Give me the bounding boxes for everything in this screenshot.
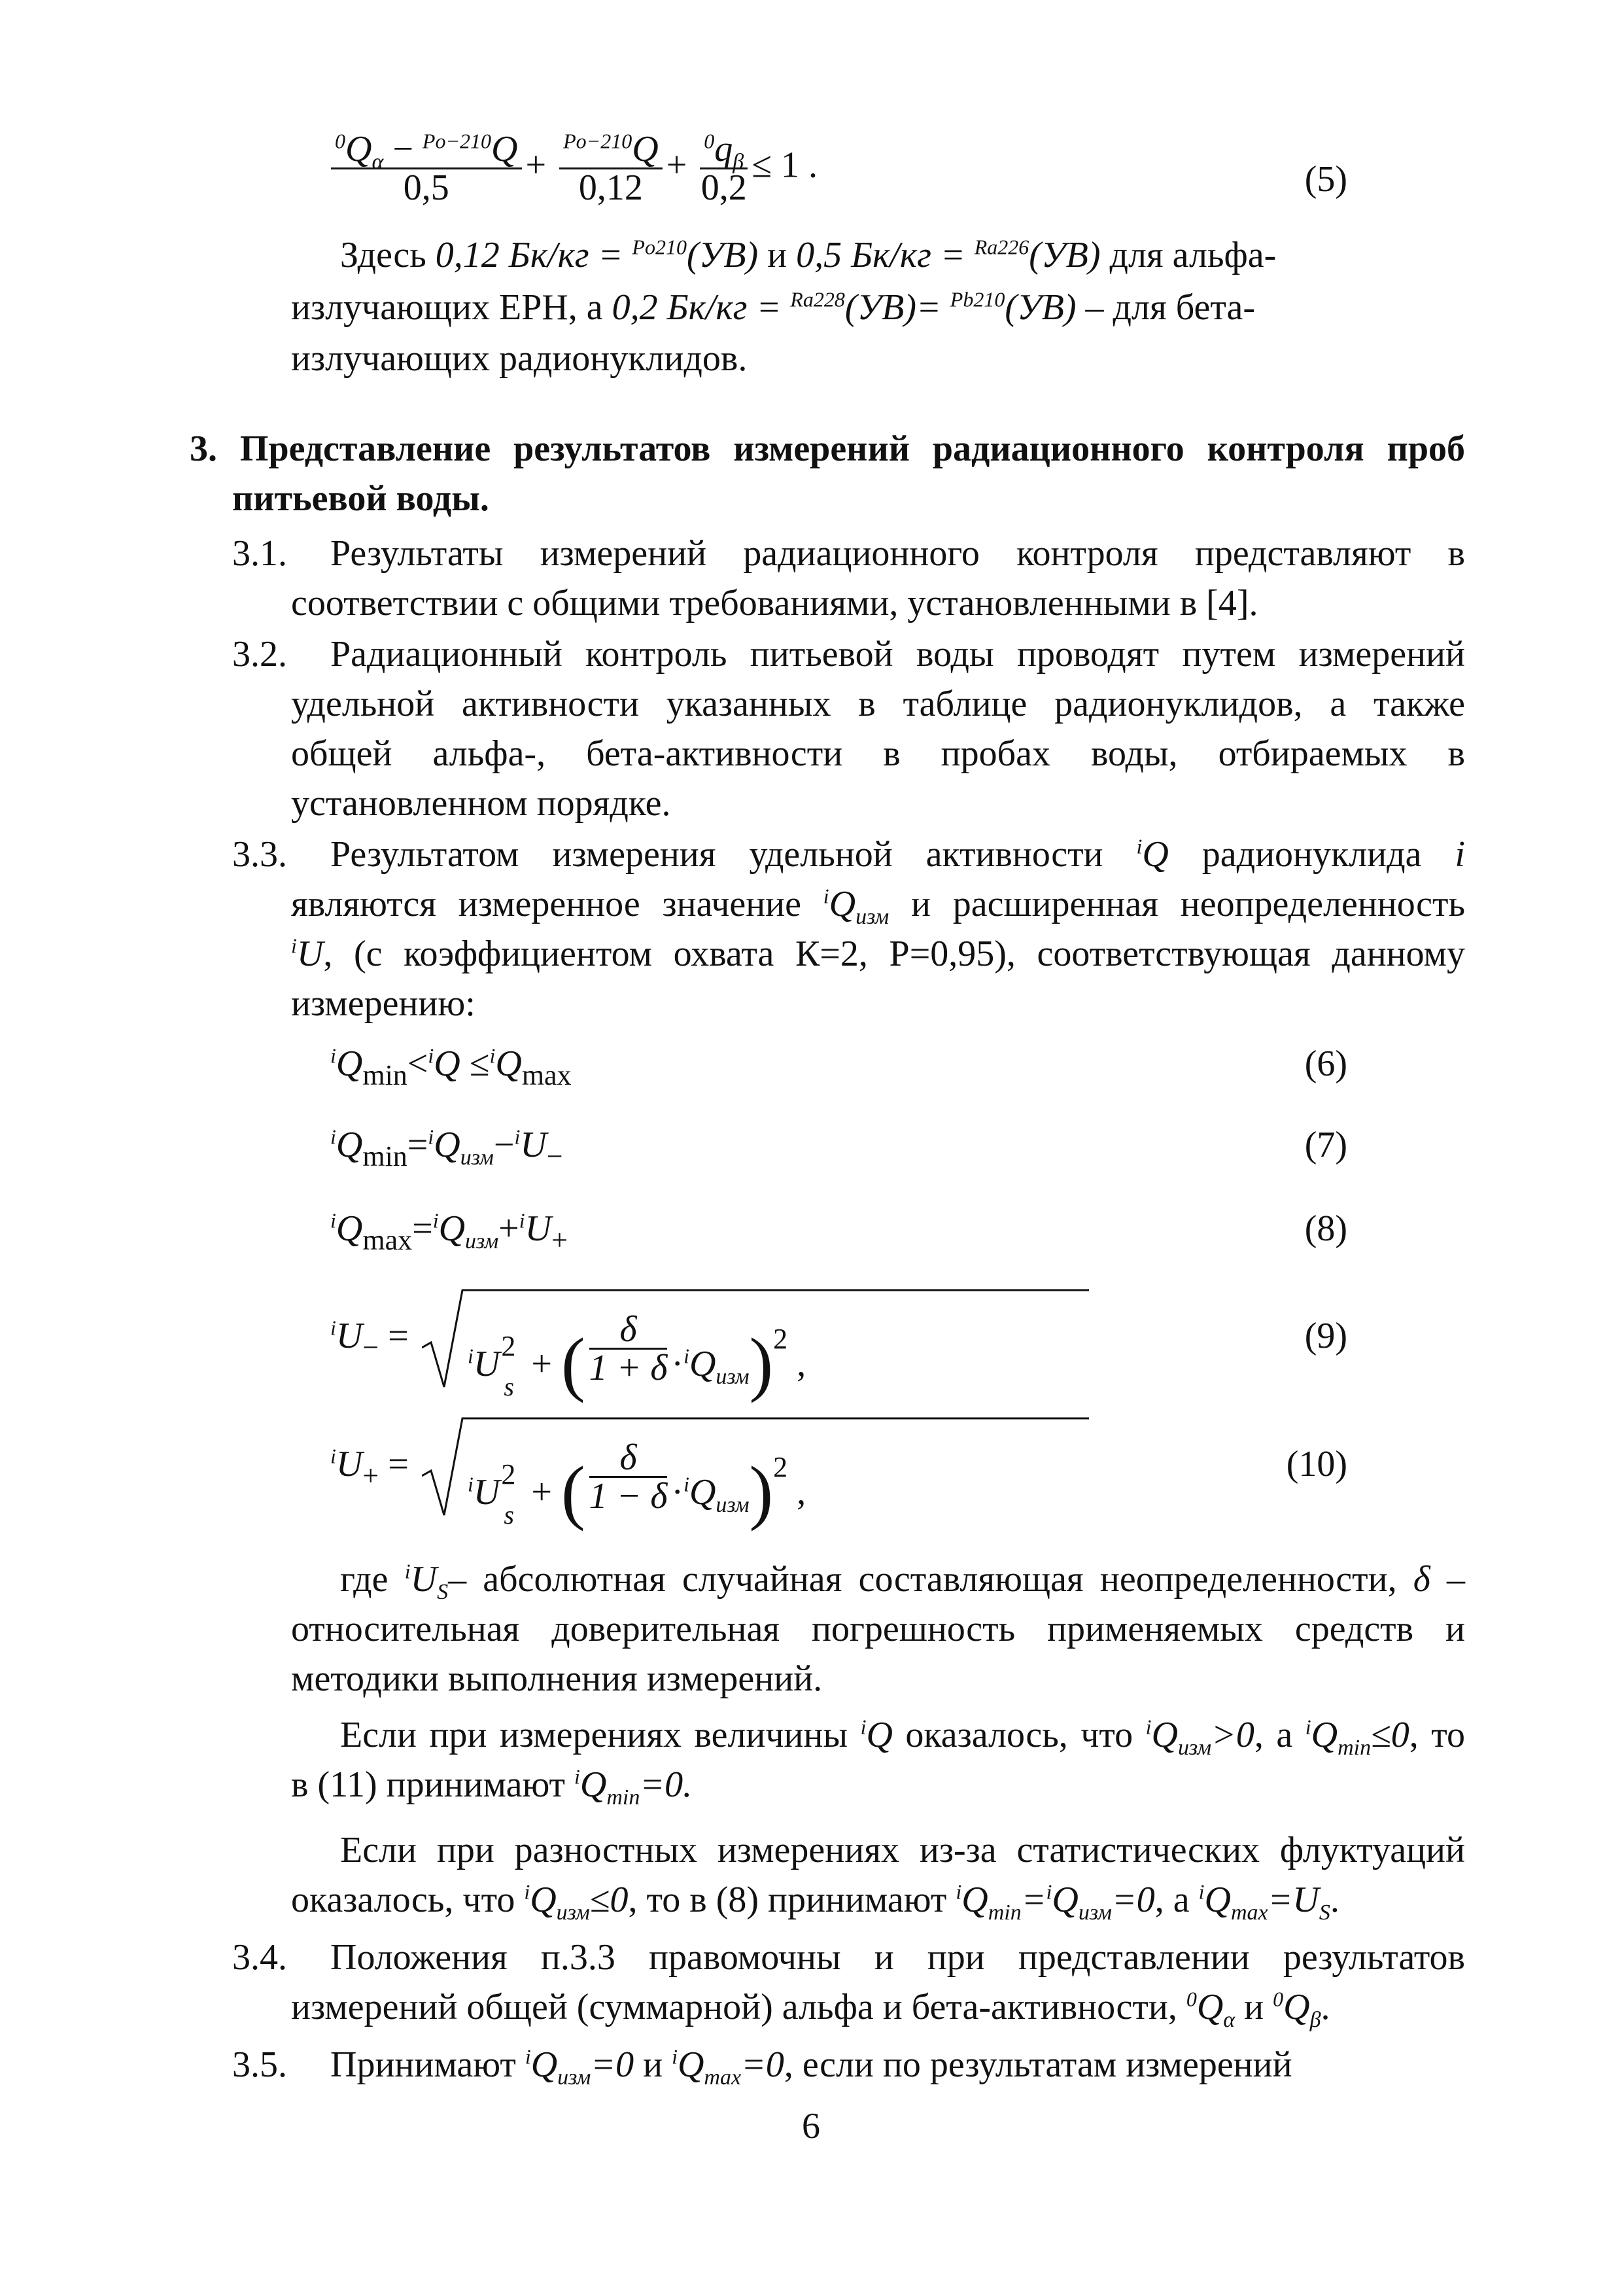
sup-i: i (525, 2044, 531, 2069)
item-3-2-line3: общей альфа-, бета-активности в пробах воды, отбираемых в (291, 733, 1465, 774)
section-heading: 3. Представление результатов измерений радиационного контроля проб (190, 429, 1465, 469)
text: для альфа- (1100, 235, 1277, 275)
sup-i: i (428, 1043, 434, 1068)
gt-zero: >0 (1211, 1715, 1254, 1755)
f1-q2: Q (491, 129, 518, 169)
sup-0: 0 (1273, 1987, 1284, 2011)
sup-i: i (514, 1125, 521, 1149)
sup-i: i (1145, 1715, 1152, 1739)
item-number-3-4: 3.4. (232, 1937, 287, 1978)
text: Если при измерениях величины (340, 1715, 861, 1755)
sub-s: s (504, 1500, 514, 1530)
sup-i: i (683, 1472, 689, 1496)
one-plus-delta: 1 + δ (589, 1348, 668, 1388)
eq-u: =U (1268, 1880, 1319, 1920)
q: Q (434, 1043, 460, 1084)
sup-i: i (1136, 834, 1143, 858)
one-minus-delta: 1 − δ (589, 1476, 668, 1516)
text: оказалось, что (892, 1715, 1146, 1755)
text: 0,2 Бк/кг = (612, 287, 791, 328)
u: U (473, 1472, 500, 1513)
lt: < (407, 1043, 428, 1084)
paren-open: ( (561, 1452, 585, 1532)
q: Q (434, 1125, 460, 1165)
fraction-2 (559, 131, 663, 206)
plus-1: + (525, 145, 547, 186)
equation-number-5: (5) (1304, 159, 1347, 200)
text: и (758, 235, 797, 275)
text: , а (1154, 1880, 1199, 1920)
paragraph-if2-line2 (291, 1875, 1465, 1925)
text: , то в (8) принимают (628, 1880, 956, 1920)
u: U (520, 1125, 547, 1165)
sup-i: i (404, 1559, 411, 1583)
q: Q (1196, 1987, 1224, 2027)
text: являются измеренное значение (291, 884, 823, 924)
paren-close: ) (749, 1452, 774, 1532)
paragraph-here-line2 (291, 283, 1347, 332)
sup-ra226: Ra226 (974, 235, 1029, 259)
plus-2: + (666, 145, 687, 186)
text: и расширенная неопределенность (889, 884, 1465, 924)
q: Q (961, 1880, 988, 1920)
section-heading-cont: питьевой воды. (232, 478, 489, 519)
sup-i: i (291, 934, 297, 958)
q: Q (689, 1472, 716, 1513)
sup-i: i (468, 1472, 474, 1496)
text: – (1430, 1559, 1466, 1600)
eq: = (379, 1316, 409, 1356)
sub-izm: изм (855, 905, 890, 930)
pow-2: 2 (773, 1451, 788, 1483)
pow-2: 2 (773, 1323, 788, 1355)
text: – абсолютная случайная составляющая неопределенности, (448, 1559, 1413, 1600)
sup-i: i (823, 884, 829, 908)
eq-zero: =0 (1111, 1880, 1155, 1920)
sub-izm: изм (716, 1493, 750, 1518)
leq-zero: ≤0 (589, 1880, 629, 1920)
item-3-4-line1: Положения п.3.3 правомочны и при представлении результатов (330, 1937, 1465, 1978)
u: U (296, 934, 324, 974)
item-number-3-5: 3.5. (232, 2044, 287, 2085)
text: , (с коэффициентом охвата К=2, Р=0,95), соответствующая данному (323, 934, 1465, 974)
q: Q (829, 884, 856, 924)
sup-i: i (330, 1125, 336, 1149)
item-3-1-line1: Результаты измерений радиационного контроля представляют в (330, 533, 1465, 574)
sub-minus: − (546, 1140, 563, 1172)
paren-close: ) (749, 1323, 774, 1403)
eq: = (412, 1208, 433, 1249)
sub-min: min (362, 1059, 407, 1091)
text: (УВ) (686, 235, 759, 275)
sup-i: i (330, 1043, 336, 1068)
item-3-3-line4: измерению: (291, 983, 475, 1024)
equation-number-10: (10) (1286, 1444, 1347, 1484)
eq-zero: =0 (741, 2044, 784, 2085)
item-number-3-3: 3.3. (232, 834, 287, 875)
sup-po210: Po210 (632, 235, 687, 259)
eq: = (379, 1444, 409, 1484)
u: U (410, 1559, 438, 1600)
paren-open: ( (561, 1323, 585, 1403)
text: (УВ) (1005, 287, 1077, 328)
f3-q: q (714, 129, 733, 169)
q: Q (530, 2044, 558, 2085)
q: Q (1142, 834, 1169, 875)
text: оказалось, что (291, 1880, 525, 1920)
f1-sup-po: Po−210 (422, 129, 492, 153)
eq-zero: =0. (640, 1764, 693, 1805)
text: (УВ) (1029, 235, 1101, 275)
paragraph-if1-line2 (291, 1760, 1465, 1810)
sup-i: i (1305, 1715, 1311, 1739)
leq-one: ≤ 1 . (752, 145, 818, 186)
dot: · (671, 1344, 684, 1384)
eq: = (1021, 1880, 1046, 1920)
paragraph-here-line3: излучающих радионуклидов. (291, 338, 748, 379)
sub-minus: − (362, 1331, 379, 1363)
sup-i: i (489, 1043, 496, 1068)
sub-izm: изм (460, 1146, 494, 1170)
sub-min: min (988, 1901, 1022, 1925)
sub-s: s (504, 1372, 514, 1401)
sup-i: i (524, 1880, 530, 1904)
sub-beta: β (1309, 2008, 1321, 2033)
i: i (1455, 834, 1465, 875)
delta: δ (589, 1439, 668, 1478)
paragraph-where-line1 (340, 1554, 1465, 1604)
text: в (11) принимают (291, 1764, 575, 1805)
f3-sup-0: 0 (704, 129, 715, 153)
item-3-3-line1 (330, 830, 1465, 879)
sup-i: i (672, 2044, 678, 2069)
plus: + (522, 1472, 561, 1513)
paragraph-if2-line1: Если при разностных измерениях из-за статистических флуктуаций (340, 1830, 1465, 1870)
sub-izm: изм (465, 1229, 499, 1254)
f2-sup-po: Po−210 (563, 129, 632, 153)
sub-min: min (1338, 1736, 1372, 1761)
sup-i: i (519, 1208, 525, 1233)
minus: − (493, 1125, 515, 1165)
period: . (1321, 1987, 1330, 2027)
sub-min: min (606, 1785, 640, 1810)
pow-2: 2 (501, 1458, 516, 1490)
paragraph-where-line2: относительная доверительная погрешность применяемых средств и (291, 1609, 1465, 1649)
u: U (525, 1208, 552, 1249)
sub-izm: изм (556, 1901, 590, 1925)
sub-max: max (1230, 1901, 1268, 1925)
q: Q (1311, 1715, 1338, 1755)
item-number-3-1: 3.1. (232, 533, 287, 574)
sup-0: 0 (1186, 1987, 1197, 2011)
q: Q (495, 1043, 522, 1084)
item-3-4-line2 (291, 1982, 1465, 2032)
text: 0,5 Бк/кг = (796, 235, 975, 275)
sub-max: max (521, 1059, 572, 1091)
text: 0,12 Бк/кг = (435, 235, 632, 275)
sub-max: max (704, 2065, 742, 2090)
item-3-5-line1 (330, 2040, 1465, 2090)
q: Q (689, 1344, 716, 1384)
sup-i: i (683, 1344, 689, 1368)
equation-number-9: (9) (1304, 1316, 1347, 1356)
equation-number-6: (6) (1304, 1043, 1347, 1084)
q: Q (866, 1715, 893, 1755)
sub-s: S (437, 1580, 449, 1605)
delta-fraction (589, 1439, 668, 1515)
q: Q (1204, 1880, 1231, 1920)
text: измерений общей (суммарной) альфа и бета-активности, (291, 1987, 1186, 2027)
f1-q: Q (345, 129, 372, 169)
sub-izm: изм (716, 1365, 750, 1390)
plus: + (522, 1344, 561, 1384)
q: Q (1283, 1987, 1310, 2027)
pow-2: 2 (501, 1330, 516, 1362)
text: и (634, 2044, 672, 2085)
q: Q (1052, 1880, 1079, 1920)
u: U (336, 1444, 363, 1484)
sup-i: i (428, 1125, 434, 1149)
sub-plus: + (362, 1460, 379, 1492)
sub-plus: + (551, 1224, 568, 1256)
text: – для бета- (1076, 287, 1255, 328)
sup-ra228: Ra228 (790, 287, 845, 311)
plus: + (498, 1208, 519, 1249)
comma: , (787, 1472, 806, 1513)
text: радионуклида (1168, 834, 1455, 875)
dot: · (671, 1472, 684, 1513)
comma: , (787, 1344, 806, 1384)
sub-izm: изм (1078, 1901, 1112, 1925)
delta: δ (589, 1311, 668, 1350)
text: Здесь (340, 235, 436, 275)
leq: ≤ (460, 1043, 490, 1084)
equation-10 (330, 1410, 1347, 1532)
text: , если по результатам измерений (784, 2044, 1292, 2085)
formula-5 (327, 131, 1347, 229)
paragraph-here-line1 (340, 230, 1347, 280)
u: U (336, 1316, 363, 1356)
sup-i: i (330, 1316, 336, 1340)
f2-denominator: 0,12 (578, 167, 643, 208)
equation-8 (330, 1204, 1347, 1256)
q: Q (336, 1208, 363, 1249)
item-3-3-line3 (291, 929, 1465, 979)
q: Q (530, 1880, 557, 1920)
sub-alpha: α (1223, 2008, 1235, 2033)
leq-zero: ≤0 (1371, 1715, 1409, 1755)
eq-zero: =0 (591, 2044, 634, 2085)
paragraph-if1-line1 (340, 1710, 1465, 1760)
item-3-3-line2 (291, 879, 1465, 929)
item-number-3-2: 3.2. (232, 634, 287, 674)
q: Q (336, 1125, 363, 1165)
sub-izm: изм (557, 2065, 591, 2090)
sup-i: i (330, 1444, 336, 1468)
item-3-2-line4: установленном порядке. (291, 783, 671, 824)
period: . (1330, 1880, 1339, 1920)
q: Q (336, 1043, 363, 1084)
text: где (340, 1559, 405, 1600)
delta-fraction (589, 1311, 668, 1386)
q: Q (1151, 1715, 1178, 1755)
sub-s: S (1319, 1901, 1330, 1925)
f1-alpha: α (371, 150, 384, 175)
equation-number-7: (7) (1304, 1125, 1347, 1165)
sup-i: i (330, 1208, 336, 1233)
text: и (1235, 1987, 1273, 2027)
f1-sup-0: 0 (335, 129, 345, 153)
sup-i: i (432, 1208, 439, 1233)
sub-izm: изм (1177, 1736, 1212, 1761)
f2-q: Q (632, 129, 659, 169)
fraction-3 (700, 131, 748, 206)
q: Q (579, 1764, 607, 1805)
sup-i: i (1198, 1880, 1205, 1904)
text: , то (1409, 1715, 1466, 1755)
text: (УВ)= (844, 287, 950, 328)
u: U (473, 1344, 500, 1384)
sup-i: i (1046, 1880, 1052, 1904)
sup-pb210: Pb210 (950, 287, 1005, 311)
text: Результатом измерения удельной активности (330, 834, 1137, 875)
sup-i: i (860, 1715, 867, 1739)
paragraph-where-line3: методики выполнения измерений. (291, 1658, 823, 1699)
f1-denominator: 0,5 (403, 167, 449, 208)
text: излучающих ЕРН, а (291, 287, 612, 328)
equation-7 (330, 1120, 1347, 1170)
q: Q (677, 2044, 704, 2085)
equation-9 (330, 1282, 1347, 1403)
delta: δ (1413, 1559, 1430, 1600)
sup-i: i (574, 1764, 580, 1789)
f3-denominator: 0,2 (700, 167, 747, 208)
f3-beta: β (733, 150, 744, 175)
page-number: 6 (802, 2106, 820, 2146)
sub-max: max (362, 1224, 413, 1256)
sup-i: i (956, 1880, 962, 1904)
f1-minus: − (383, 129, 423, 169)
sub-min: min (362, 1140, 407, 1172)
eq: = (407, 1125, 428, 1165)
text: , а (1254, 1715, 1305, 1755)
item-3-1-line2: соответствии с общими требованиями, установленными в [4]. (291, 583, 1258, 623)
item-3-2-line1: Радиационный контроль питьевой воды проводят путем измерений (330, 634, 1465, 674)
equation-6 (330, 1039, 1347, 1089)
q: Q (438, 1208, 466, 1249)
equation-number-8: (8) (1304, 1208, 1347, 1249)
text: Принимают (330, 2044, 525, 2085)
sup-i: i (468, 1344, 474, 1368)
item-3-2-line2: удельной активности указанных в таблице радионуклидов, а также (291, 684, 1465, 724)
fraction-1 (331, 131, 522, 206)
